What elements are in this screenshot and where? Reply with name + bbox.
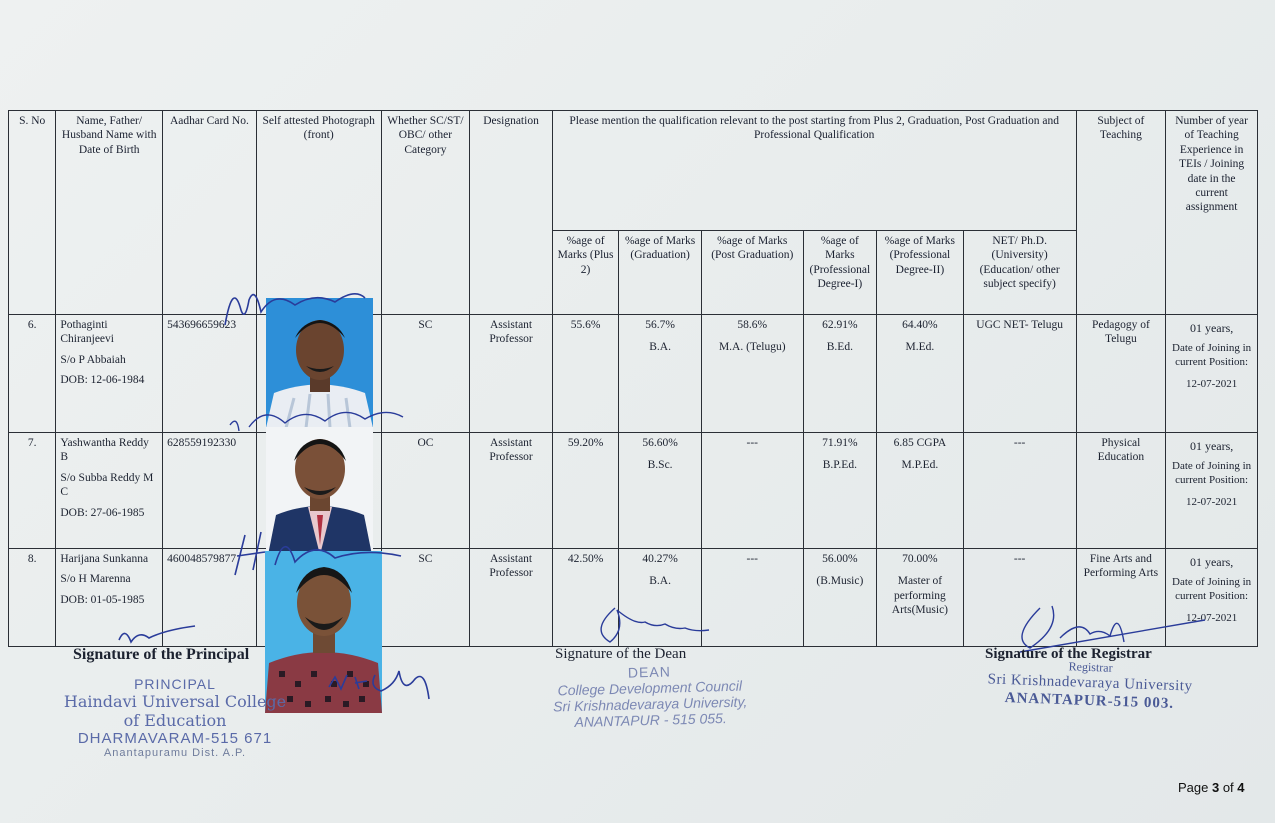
exp-date: 12-07-2021 [1185, 377, 1238, 390]
header-net: NET/ Ph.D. (University) (Education/ other subject specify) [963, 231, 1076, 315]
dean-signature-label: Signature of the Dean [555, 646, 687, 662]
exp-label: Date of Joining in current Position: [1172, 342, 1252, 368]
cell-grad [619, 315, 702, 433]
father-name: S/o P Abbaiah [60, 353, 126, 366]
cell-pg [701, 315, 803, 433]
photo [266, 298, 373, 428]
cell-name [56, 433, 163, 549]
pg-degree: M.A. (Telugu) [718, 341, 786, 354]
staff-table [8, 110, 1258, 647]
principal-stamp-place: DHARMAVARAM-515 671 [77, 730, 273, 747]
cell-sno: 7. [9, 433, 56, 549]
header-prof1: %age of Marks (Professional Degree-I) [803, 231, 877, 315]
cell-subject: Fine Arts and Performing Arts [1076, 549, 1166, 647]
header-plus2: %age of Marks (Plus 2) [552, 231, 618, 315]
table-row [9, 549, 1258, 647]
grad-percent: 56.7% [645, 319, 675, 331]
dean-stamp-title: DEAN [627, 663, 672, 681]
cell-net: --- [963, 549, 1076, 647]
header-photo: Self attested Photograph (front) [256, 111, 381, 315]
cell-sno: 6. [9, 315, 56, 433]
cell-category: OC [381, 433, 470, 549]
father-name: S/o H Marenna [60, 573, 131, 586]
exp-date: 12-07-2021 [1185, 495, 1238, 508]
header-subject: Subject of Teaching [1076, 111, 1166, 315]
exp-years: 01 years, [1189, 321, 1234, 335]
header-row [9, 111, 1258, 231]
exp-years: 01 years, [1189, 555, 1234, 569]
dean-stamp-place: ANANTAPUR - 515 055. [574, 710, 727, 731]
registrar-stamp-place: ANANTAPUR-515 003. [1004, 690, 1175, 713]
cell-designation: Assistant Professor [470, 549, 553, 647]
header-name: Name, Father/ Husband Name with Date of Birth [56, 111, 163, 315]
principal-stamp-title: PRINCIPAL [134, 676, 216, 692]
grad-degree: B.A. [649, 341, 671, 354]
cell-net: UGC NET- Telugu [963, 315, 1076, 433]
page-number [1178, 780, 1245, 795]
prof1-degree: B.P.Ed. [822, 459, 857, 472]
cell-designation: Assistant Professor [470, 315, 553, 433]
cell-subject: Physical Education [1076, 433, 1166, 549]
header-pg: %age of Marks (Post Graduation) [701, 231, 803, 315]
principal-stamp-district: Anantapuramu Dist. A.P. [103, 747, 247, 759]
pg-percent: 58.6% [737, 319, 768, 331]
cell-plus2: 42.50% [552, 549, 618, 647]
header-aadhar: Aadhar Card No. [163, 111, 257, 315]
header-grad: %age of Marks (Graduation) [619, 231, 702, 315]
prof1-percent: 62.91% [822, 319, 858, 331]
prof2-degree: M.P.Ed. [901, 459, 939, 472]
cell-prof1 [803, 433, 877, 549]
cell-aadhar: 543696659623 [163, 315, 257, 433]
exp-label: Date of Joining in current Position: [1172, 460, 1252, 486]
cell-photo [256, 315, 381, 433]
cell-pg: --- [701, 549, 803, 647]
header-experience: Number of year of Teaching Experience in TEIs / Joining date in the current assignment [1166, 111, 1258, 315]
prof1-degree: (B.Music) [816, 575, 864, 588]
prof1-percent: 56.00% [822, 553, 858, 565]
cell-category: SC [381, 549, 470, 647]
cell-prof1 [803, 549, 877, 647]
page-mid: of [1219, 780, 1238, 795]
principal-signature-label: Signature of the Principal [73, 646, 250, 663]
cell-prof2 [877, 315, 964, 433]
cell-name [56, 549, 163, 647]
exp-date: 12-07-2021 [1185, 611, 1238, 624]
person-name: Yashwantha Reddy B [60, 437, 149, 464]
cell-plus2: 59.20% [552, 433, 618, 549]
person-photo-icon [266, 427, 373, 555]
father-name: S/o Subba Reddy M C [60, 471, 154, 499]
person-name: Harijana Sunkanna [60, 553, 149, 565]
cell-prof2 [877, 549, 964, 647]
cell-grad [619, 433, 702, 549]
header-sno: S. No [9, 111, 56, 315]
dean-stamp-council: College Development Council [557, 677, 743, 699]
cell-aadhar: 460048579877 [163, 549, 257, 647]
registrar-stamp-title: Registrar [1068, 659, 1113, 675]
header-category: Whether SC/ST/ OBC/ other Category [381, 111, 470, 315]
grad-degree: B.A. [649, 575, 671, 588]
cell-experience [1166, 549, 1258, 647]
page-prefix: Page [1178, 780, 1212, 795]
prof1-degree: B.Ed. [826, 341, 853, 354]
prof2-percent: 64.40% [902, 319, 938, 331]
photo [266, 427, 373, 555]
registrar-signature-label: Signature of the Registrar [985, 646, 1152, 662]
cell-grad [619, 549, 702, 647]
cell-prof2 [877, 433, 964, 549]
prof1-percent: 71.91% [822, 437, 858, 449]
prof2-degree: Master of performing Arts(Music) [891, 575, 949, 617]
person-name: Pothaginti Chiranjeevi [60, 319, 114, 346]
cell-photo [256, 433, 381, 549]
table-row [9, 433, 1258, 549]
cell-experience [1166, 433, 1258, 549]
registrar-stamp-university: Sri Krishnadevaraya University [987, 671, 1193, 695]
header-qualification: Please mention the qualification relevant to the post starting from Plus 2, Graduation, Post Graduation and Professional Qualification [552, 111, 1076, 231]
person-photo-icon [266, 298, 373, 428]
header-designation: Designation [470, 111, 553, 315]
principal-stamp [55, 676, 295, 759]
exp-years: 01 years, [1189, 439, 1234, 453]
cell-designation: Assistant Professor [470, 433, 553, 549]
prof2-percent: 6.85 CGPA [893, 437, 947, 449]
cell-net: --- [963, 433, 1076, 549]
cell-photo [256, 549, 381, 647]
cell-subject: Pedagogy of Telugu [1076, 315, 1166, 433]
cell-aadhar: 628559192330 [163, 433, 257, 549]
page-total: 4 [1237, 780, 1245, 795]
table-row [9, 315, 1258, 433]
dean-stamp [519, 661, 781, 732]
dob: DOB: 12-06-1984 [60, 374, 145, 387]
cell-category: SC [381, 315, 470, 433]
grad-degree: B.Sc. [647, 459, 673, 472]
dean-stamp-university: Sri Krishnadevaraya University, [552, 693, 748, 715]
cell-sno: 8. [9, 549, 56, 647]
prof2-degree: M.Ed. [905, 341, 935, 354]
dob: DOB: 27-06-1985 [60, 506, 145, 519]
cell-plus2: 55.6% [552, 315, 618, 433]
dob: DOB: 01-05-1985 [60, 593, 145, 606]
cell-pg: --- [701, 433, 803, 549]
grad-percent: 56.60% [642, 437, 678, 449]
exp-label: Date of Joining in current Position: [1172, 576, 1252, 602]
principal-stamp-college: Haindavi Universal College of Education [63, 692, 287, 730]
grad-percent: 40.27% [642, 553, 678, 565]
prof2-percent: 70.00% [902, 553, 938, 565]
cell-name [56, 315, 163, 433]
cell-prof1 [803, 315, 877, 433]
page-current: 3 [1211, 780, 1220, 795]
registrar-stamp [964, 656, 1216, 715]
cell-experience [1166, 315, 1258, 433]
header-prof2: %age of Marks (Professional Degree-II) [877, 231, 964, 315]
